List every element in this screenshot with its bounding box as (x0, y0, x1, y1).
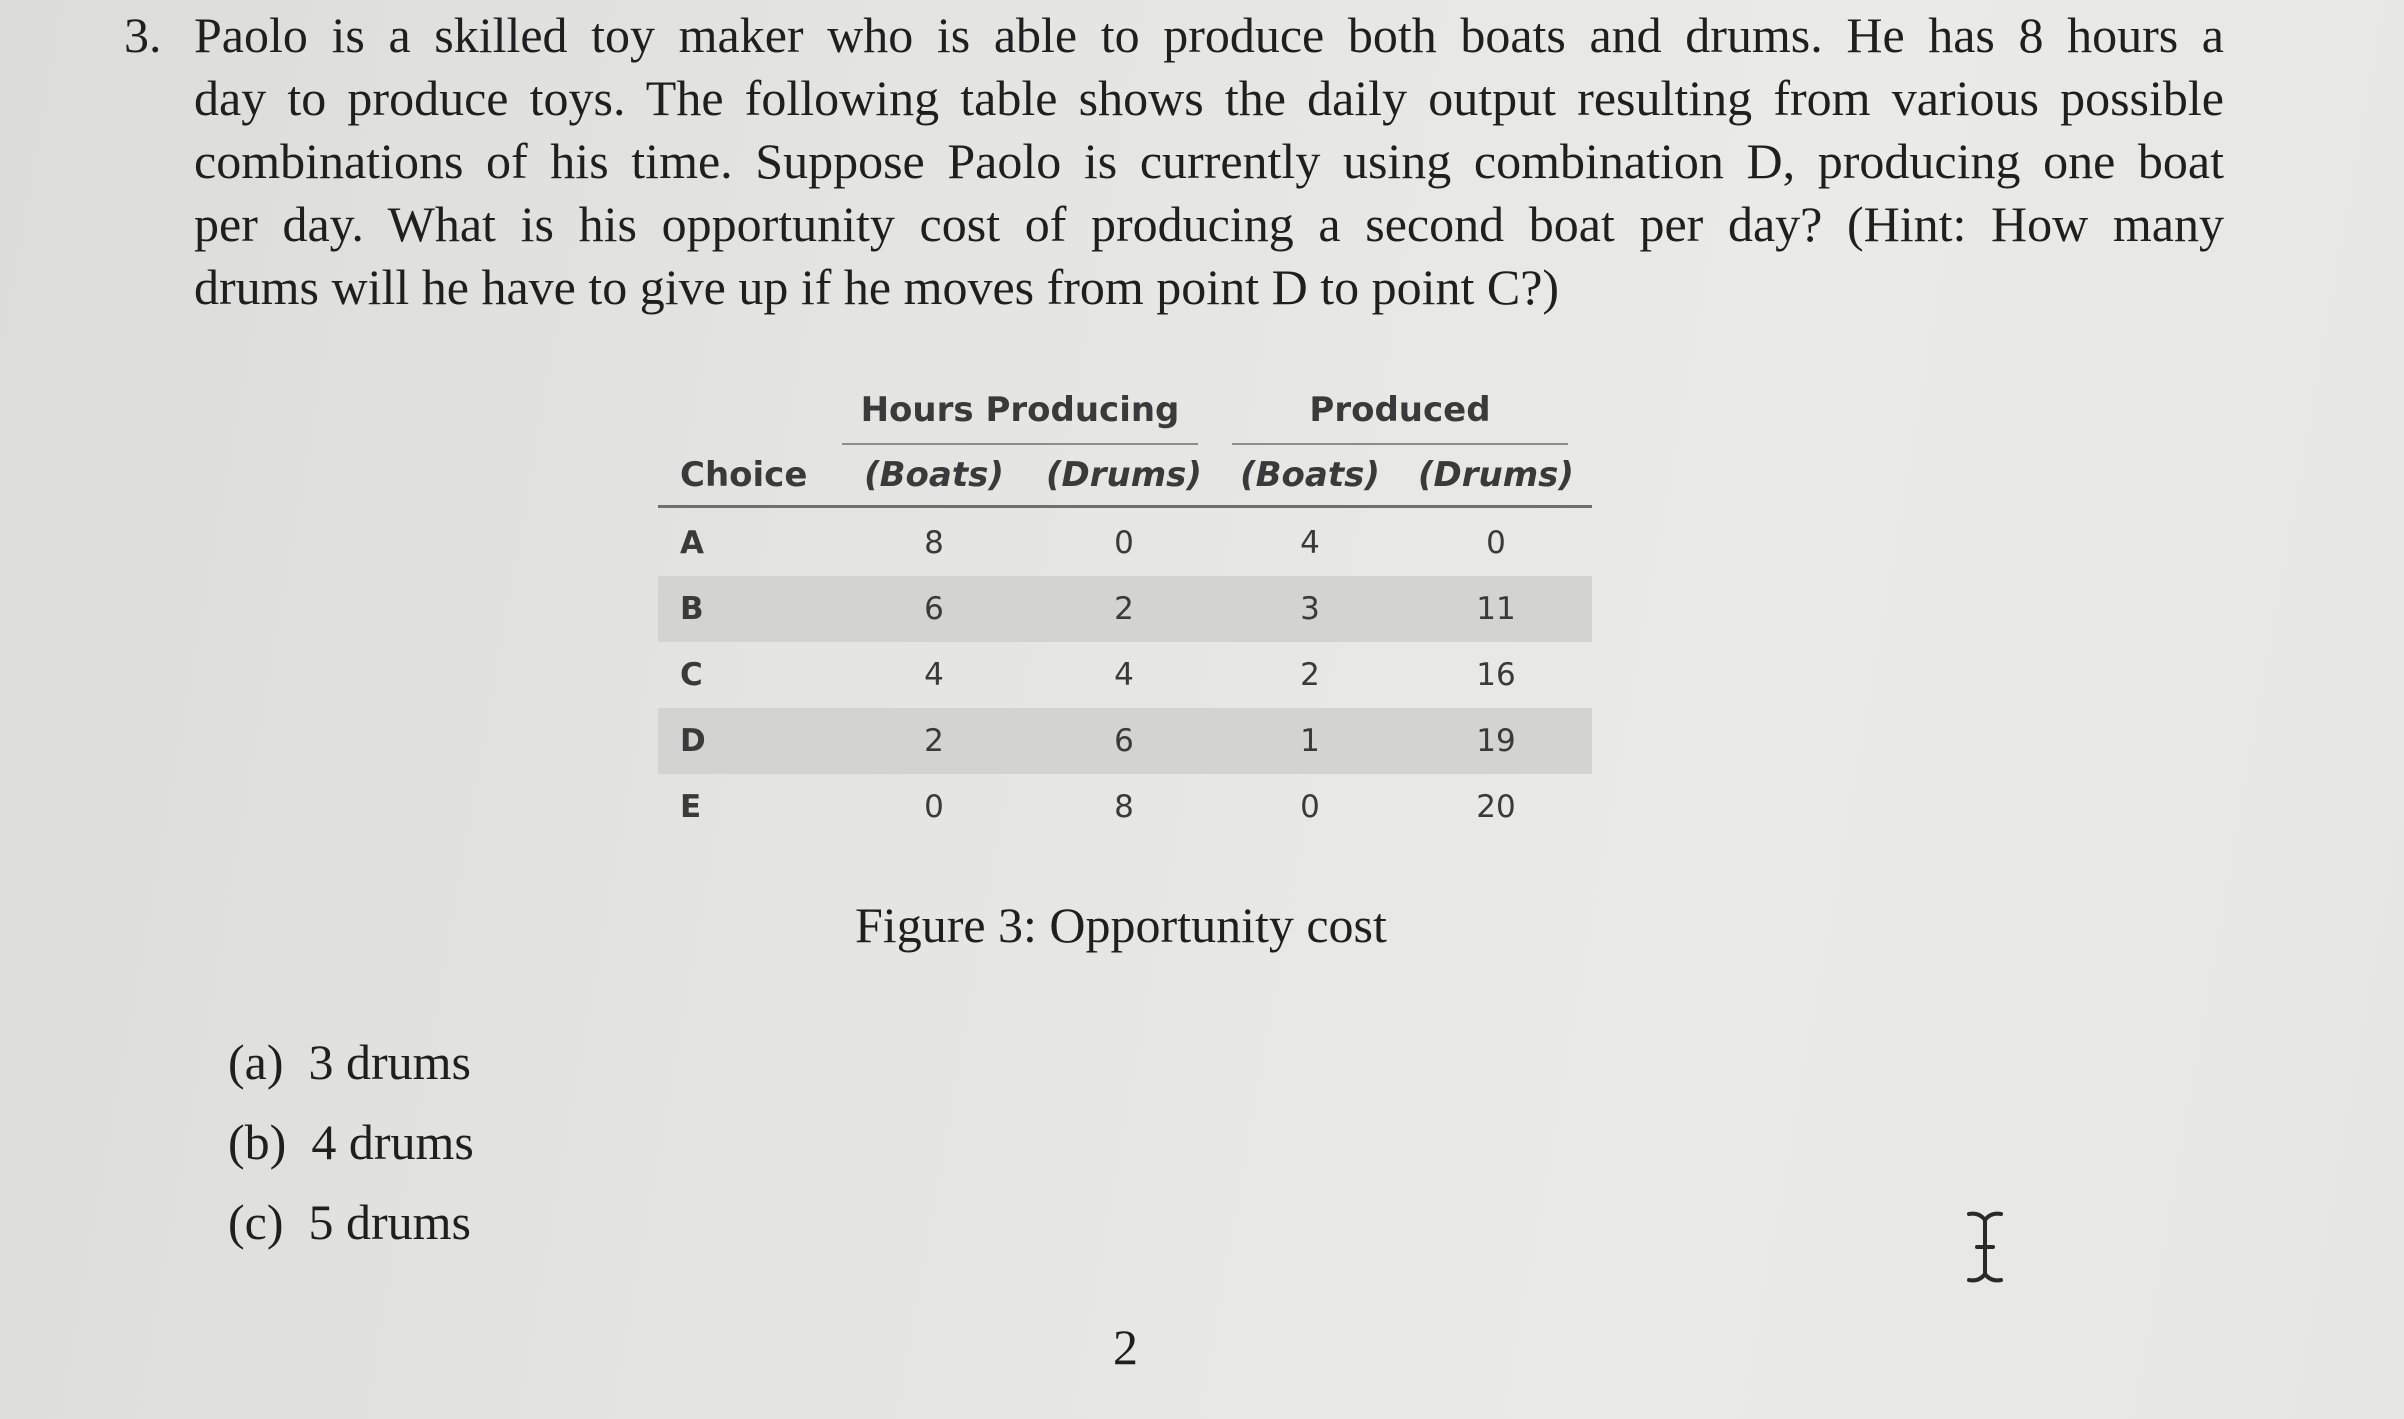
cell-produced-boats: 4 (1300, 525, 1320, 561)
option-c-label: (c) (228, 1194, 284, 1250)
question-number: 3. (124, 7, 162, 63)
cell-hours-boats: 2 (924, 723, 944, 759)
table-row (658, 576, 1592, 642)
table-row (658, 774, 1592, 840)
column-header-hours-drums: (Drums) (1046, 455, 1202, 495)
column-header-produced-drums: (Drums) (1418, 455, 1574, 495)
column-header-hours-boats: (Boats) (864, 455, 1004, 495)
cell-produced-drums: 19 (1476, 723, 1516, 759)
cell-produced-boats: 1 (1300, 723, 1320, 759)
cell-choice: E (680, 789, 702, 825)
group-header-produced: Produced (1232, 385, 1568, 445)
option-c[interactable] (228, 1182, 474, 1262)
cell-produced-drums: 20 (1476, 789, 1516, 825)
cell-hours-drums: 4 (1114, 657, 1134, 693)
question-line-2: day to produce toys. The following table shows the daily output resulting from various possible (194, 70, 2224, 126)
cell-hours-boats: 4 (924, 657, 944, 693)
option-a-text: 3 drums (308, 1034, 471, 1090)
option-b-text: 4 drums (311, 1114, 474, 1170)
cell-choice: A (680, 525, 704, 561)
page-number: 2 (1113, 1319, 1138, 1375)
column-header-choice: Choice (680, 455, 808, 495)
answer-options (228, 1022, 474, 1262)
cell-choice: B (680, 591, 704, 627)
table-row (658, 510, 1592, 576)
cell-hours-boats: 8 (924, 525, 944, 561)
option-b[interactable] (228, 1102, 474, 1182)
cell-choice: C (680, 657, 703, 693)
question-line-3: combinations of his time. Suppose Paolo is currently using combination D, producing one boat (194, 133, 2224, 189)
cell-produced-boats: 2 (1300, 657, 1320, 693)
group-header-hours-producing: Hours Producing (842, 385, 1198, 445)
figure-caption: Figure 3: Opportunity cost (855, 897, 1387, 953)
table-row (658, 642, 1592, 708)
question-line-1: Paolo is a skilled toy maker who is able to produce both boats and drums. He has 8 hours a (194, 7, 2224, 63)
option-b-label: (b) (228, 1114, 287, 1170)
question-line-5: drums will he have to give up if he moves from point D to point C?) (194, 259, 1560, 315)
option-a[interactable] (228, 1022, 474, 1102)
cell-hours-boats: 0 (924, 789, 944, 825)
question-text (194, 4, 2224, 319)
cell-choice: D (680, 723, 706, 759)
cell-hours-drums: 0 (1114, 525, 1134, 561)
table-row (658, 708, 1592, 774)
column-header-row (658, 445, 1592, 508)
cell-hours-drums: 6 (1114, 723, 1134, 759)
cell-produced-boats: 0 (1300, 789, 1320, 825)
text-cursor-icon (1963, 1208, 2007, 1286)
cell-produced-boats: 3 (1300, 591, 1320, 627)
column-header-produced-boats: (Boats) (1240, 455, 1380, 495)
option-c-text: 5 drums (308, 1194, 471, 1250)
cell-produced-drums: 0 (1486, 525, 1506, 561)
option-a-label: (a) (228, 1034, 284, 1090)
cell-hours-boats: 6 (924, 591, 944, 627)
cell-hours-drums: 2 (1114, 591, 1134, 627)
cell-produced-drums: 11 (1476, 591, 1516, 627)
cell-produced-drums: 16 (1476, 657, 1516, 693)
question-line-4: per day. What is his opportunity cost of producing a second boat per day? (Hint: How many (194, 196, 2224, 252)
cell-hours-drums: 8 (1114, 789, 1134, 825)
